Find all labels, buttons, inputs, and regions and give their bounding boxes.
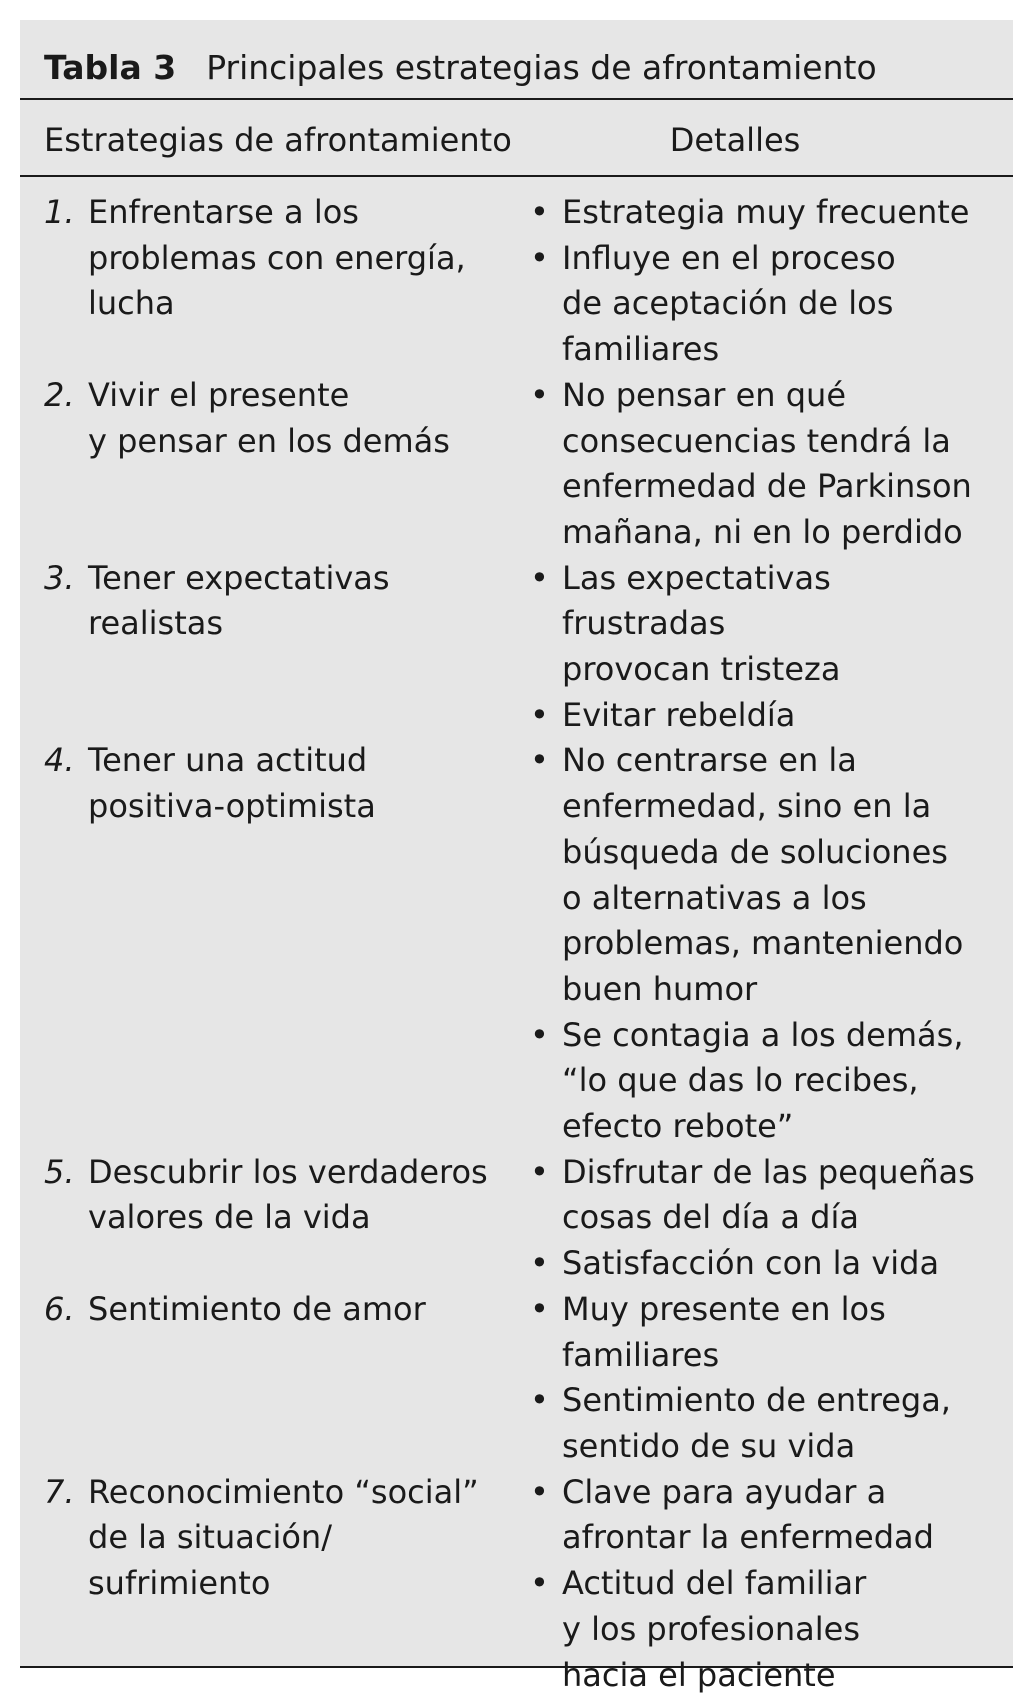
detail-text: Las expectativas frustradas provocan tristeza <box>562 558 841 689</box>
table-row <box>20 1287 1013 1470</box>
table-row <box>20 556 1013 739</box>
strategy-number: 6. <box>44 1289 75 1328</box>
detail-bullet <box>530 1013 1013 1150</box>
detail-bullet <box>530 556 1013 693</box>
table-row <box>20 738 1013 1149</box>
table-row <box>20 1150 1013 1287</box>
details-cell <box>530 1150 1013 1287</box>
details-cell <box>530 556 1013 739</box>
detail-text: Clave para ayudar a afrontar la enfermedad <box>562 1472 934 1557</box>
detail-bullet <box>530 738 1013 1012</box>
strategy-cell <box>20 738 530 829</box>
table-row <box>20 190 1013 373</box>
detail-bullet <box>530 1241 1013 1287</box>
table-label: Tabla 3 <box>44 48 177 87</box>
details-cell <box>530 373 1013 556</box>
strategy-cell <box>20 1470 530 1607</box>
strategy-cell <box>20 190 530 327</box>
bullet-dot-icon: • <box>530 193 549 231</box>
detail-text: Se contagia a los demás, “lo que das lo recibes, efecto rebote” <box>562 1015 964 1146</box>
detail-bullet <box>530 190 1013 236</box>
table-caption <box>44 38 877 98</box>
bullet-dot-icon: • <box>530 1289 549 1328</box>
strategy-number: 7. <box>44 1472 75 1511</box>
details-cell <box>530 1470 1013 1698</box>
detail-text: No pensar en qué consecuencias tendrá la enfermedad de Parkinson mañana, ni en lo perdido <box>562 375 972 551</box>
strategy-cell <box>20 373 530 464</box>
details-cell <box>530 738 1013 1149</box>
bullet-dot-icon: • <box>530 558 549 597</box>
strategy-number: 4. <box>44 741 75 780</box>
table-body <box>20 190 1013 1698</box>
detail-text: Satisfacción con la vida <box>562 1244 940 1283</box>
detail-bullet <box>530 1150 1013 1241</box>
strategy-text: Sentimiento de amor <box>88 1289 426 1328</box>
detail-text: Estrategia muy frecuente <box>562 193 970 231</box>
bullet-dot-icon: • <box>530 741 549 780</box>
header-top-rule <box>20 98 1013 100</box>
strategy-text: Enfrentarse a los problemas con energía, lucha <box>88 193 466 323</box>
strategy-text: Tener una actitud positiva-optimista <box>88 741 376 826</box>
detail-text: Sentimiento de entrega, sentido de su vida <box>562 1381 951 1465</box>
bullet-dot-icon: • <box>530 1015 549 1054</box>
details-cell <box>530 1287 1013 1470</box>
bullet-dot-icon: • <box>530 1472 549 1511</box>
header-bottom-rule <box>20 175 1013 177</box>
strategy-number: 5. <box>44 1152 75 1191</box>
column-header-details: Detalles <box>669 121 801 159</box>
strategy-cell <box>20 556 530 647</box>
strategy-number: 3. <box>44 558 75 597</box>
detail-text: Actitud del familiar y los profesionales hacia el paciente <box>562 1564 867 1694</box>
detail-bullet <box>530 373 1013 556</box>
strategy-number: 1. <box>44 193 75 231</box>
column-header-strategies: Estrategias de afrontamiento <box>44 121 512 159</box>
bullet-dot-icon: • <box>530 238 549 277</box>
bullet-dot-icon: • <box>530 1381 549 1420</box>
strategy-cell <box>20 1287 530 1333</box>
bullet-dot-icon: • <box>530 695 549 734</box>
bullet-dot-icon: • <box>530 1152 549 1191</box>
table-row <box>20 373 1013 556</box>
details-cell <box>530 190 1013 373</box>
table-title: Principales estrategias de afrontamiento <box>206 48 877 87</box>
detail-text: Evitar rebeldía <box>562 695 796 734</box>
strategy-number: 2. <box>44 375 75 414</box>
detail-bullet <box>530 1378 1013 1469</box>
detail-text: No centrarse en la enfermedad, sino en la búsqueda de soluciones o alternativas a los problemas, manteniendo buen humor <box>562 741 964 1008</box>
strategy-text: Vivir el presente y pensar en los demás <box>88 375 450 460</box>
detail-bullet <box>530 236 1013 373</box>
strategy-text: Reconocimiento “social” de la situación/ sufrimiento <box>88 1472 479 1603</box>
table-row <box>20 1470 1013 1698</box>
strategy-text: Descubrir los verdaderos valores de la vida <box>88 1152 488 1237</box>
bullet-dot-icon: • <box>530 1244 549 1283</box>
detail-text: Disfrutar de las pequeñas cosas del día a día <box>562 1152 975 1237</box>
detail-text: Muy presente en los familiares <box>562 1289 886 1374</box>
strategy-cell <box>20 1150 530 1241</box>
bullet-dot-icon: • <box>530 1564 549 1603</box>
detail-bullet <box>530 1470 1013 1561</box>
detail-text: Influye en el proceso de aceptación de los familiares <box>562 238 896 369</box>
strategy-text: Tener expectativas realistas <box>88 558 390 643</box>
detail-bullet <box>530 1561 1013 1698</box>
table-container <box>20 20 1013 1694</box>
detail-bullet <box>530 693 1013 739</box>
bullet-dot-icon: • <box>530 375 549 414</box>
detail-bullet <box>530 1287 1013 1378</box>
